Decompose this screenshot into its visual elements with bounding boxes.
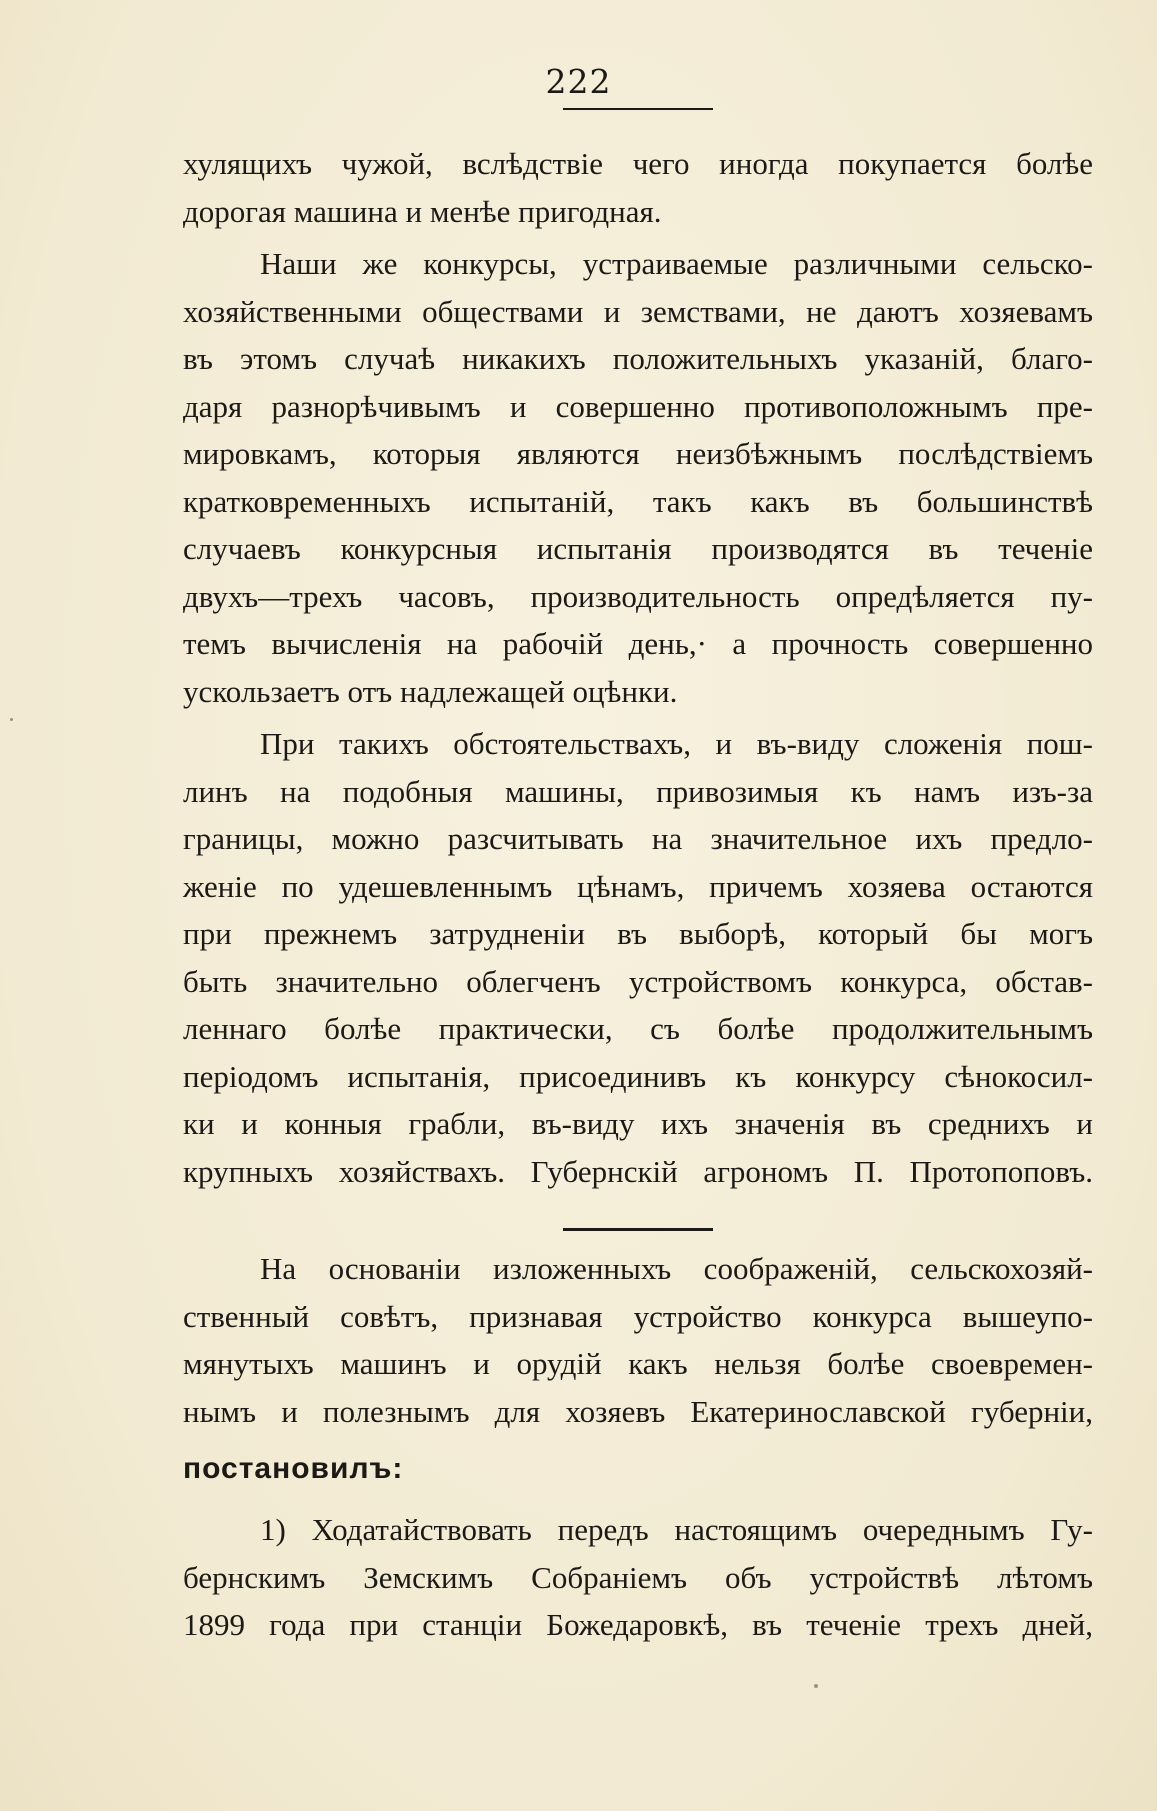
paper-speck: [814, 1684, 818, 1688]
text-line: ускользаетъ отъ надлежащей оцѣнки.: [183, 673, 678, 709]
text-line: хулящихъ чужой, вслѣдствіе чего иногда покупается болѣе: [183, 146, 1093, 181]
text-line: періодомъ испытанія, присоединивъ къ конкурсу сѣнокосил-: [183, 1058, 1093, 1094]
text-line: 1899 года при станціи Божедаровкѣ, въ теченіе трехъ дней,: [183, 1607, 1093, 1642]
text-line: темъ вычисленія на рабочій день,· а прочность совершенно: [183, 626, 1093, 661]
text-line: бернскимъ Земскимъ Собраніемъ объ устройствѣ лѣтомъ: [183, 1559, 1093, 1595]
section-divider: [563, 1228, 713, 1231]
paragraph-item-1: [183, 1506, 1093, 1649]
text-line: даря разнорѣчивымъ и совершенно противоположнымъ пре-: [183, 388, 1093, 424]
text-line: ки и конныя грабли, въ-виду ихъ значенія въ среднихъ и: [183, 1106, 1093, 1141]
paragraph-circumstances: [183, 720, 1093, 1195]
text-line: леннаго болѣе практически, съ болѣе продолжительнымъ: [183, 1011, 1093, 1046]
paragraph-council-resolution: [183, 1245, 1093, 1435]
text-line: двухъ—трехъ часовъ, производительность опредѣляется пу-: [183, 578, 1093, 614]
text-line: при прежнемъ затрудненіи въ выборѣ, который бы могъ: [183, 916, 1093, 951]
text-line: кратковременныхъ испытаній, такъ какъ въ большинствѣ: [183, 483, 1093, 519]
text-line: случаевъ конкурсныя испытанія производятся въ теченіе: [183, 531, 1093, 566]
text-line: мянутыхъ машинъ и орудій какъ нельзя болѣе своевремен-: [183, 1346, 1093, 1381]
text-line: быть значительно облегченъ устройствомъ конкурса, обстав-: [183, 963, 1093, 999]
text-line: нымъ и полезнымъ для хозяевъ Екатеринославской губерніи,: [183, 1393, 1093, 1429]
text-line: хозяйственными обществами и земствами, не даютъ хозяевамъ: [183, 293, 1093, 329]
text-line: 1) Ходатайствовать передъ настоящимъ очереднымъ Гу-: [260, 1512, 1093, 1547]
text-line: дорогая машина и менѣе пригодная.: [183, 193, 662, 229]
text-line: Наши же конкурсы, устраиваемые различными сельско-: [260, 246, 1093, 281]
text-line: ственный совѣтъ, признавая устройство конкурса вышеупо-: [183, 1298, 1093, 1334]
decision-heading: постановилъ:: [183, 1452, 404, 1485]
page-number: 222: [545, 62, 612, 101]
text-line: крупныхъ хозяйствахъ. Губернскій агрономъ П. Протопоповъ.: [183, 1153, 1093, 1189]
text-line: мировкамъ, которыя являются неизбѣжнымъ послѣдствіемъ: [183, 436, 1093, 471]
paper-speck: [10, 718, 13, 721]
page-number-rule: [563, 108, 713, 110]
text-line: въ этомъ случаѣ никакихъ положительныхъ указаній, благо-: [183, 341, 1093, 376]
text-line: На основаніи изложенныхъ соображеній, сельскохозяй-: [260, 1251, 1093, 1286]
text-line: границы, можно разсчитывать на значительное ихъ предло-: [183, 821, 1093, 856]
paragraph-continuation: [183, 140, 1093, 235]
text-line: женіе по удешевленнымъ цѣнамъ, причемъ хозяева остаются: [183, 868, 1093, 904]
paragraph-contests: [183, 240, 1093, 715]
text-line: линъ на подобныя машины, привозимыя къ намъ изъ-за: [183, 773, 1093, 809]
text-line: При такихъ обстоятельствахъ, и въ-виду сложенія пош-: [260, 726, 1093, 761]
